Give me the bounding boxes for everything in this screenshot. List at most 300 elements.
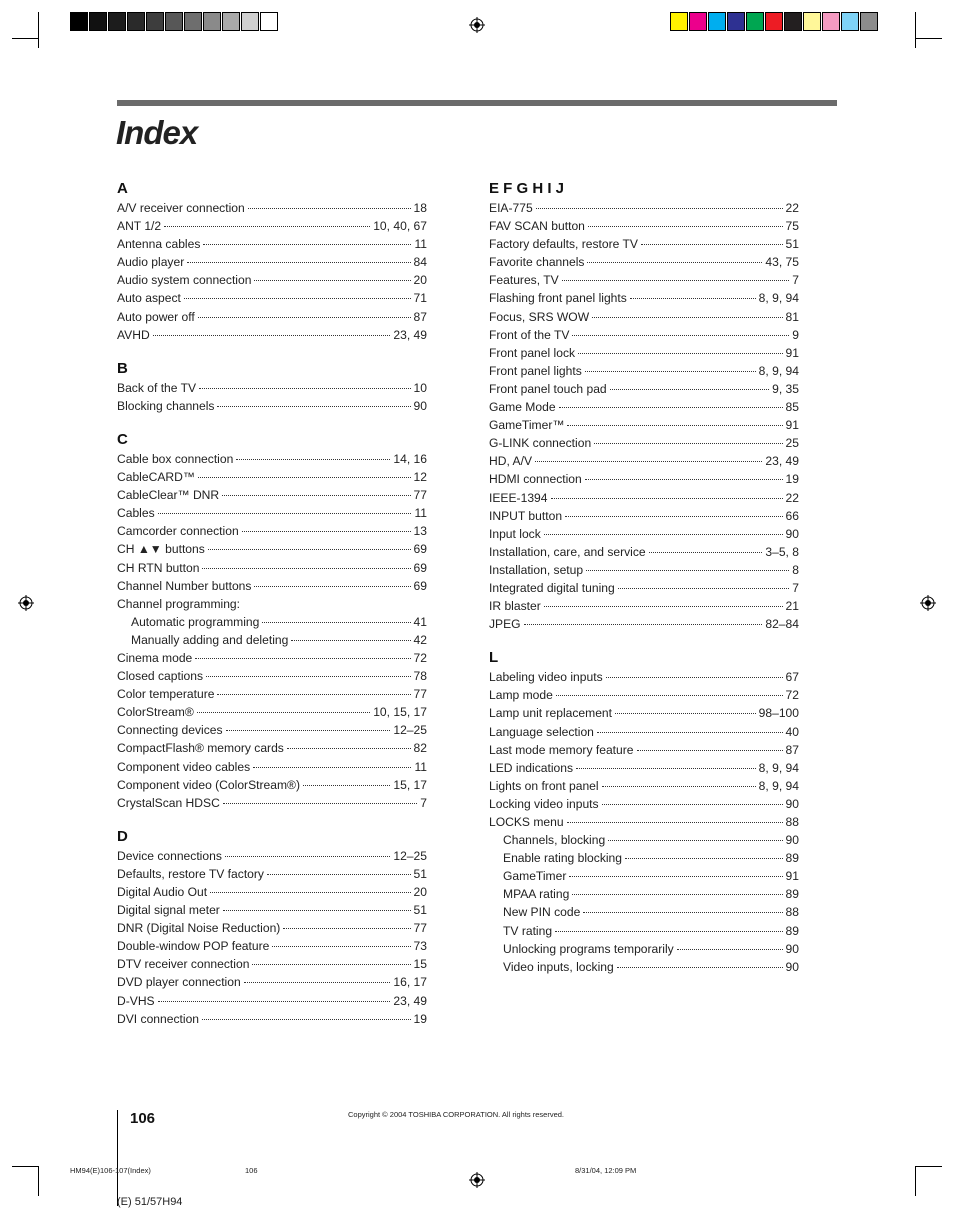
index-entry [117, 901, 427, 919]
index-entry [117, 522, 427, 540]
dot-leader [254, 280, 410, 281]
index-entry-pages: 84 [413, 255, 427, 270]
index-entry-label: Component video (ColorStream®) [117, 777, 301, 792]
index-entry [489, 489, 799, 507]
registration-mark-icon [18, 595, 34, 611]
color-swatch [670, 12, 688, 31]
index-entry [489, 543, 799, 561]
dot-leader [586, 570, 789, 571]
index-entry [117, 504, 427, 522]
index-entry-label: Auto power off [117, 309, 195, 324]
index-entry-label: JPEG [489, 617, 521, 632]
index-entry-pages: 11 [414, 237, 427, 252]
section-letter-heading: C [117, 430, 128, 448]
index-entry-label: Device connections [117, 848, 222, 863]
index-entry-label: Channels, blocking [503, 833, 606, 848]
dot-leader [594, 443, 782, 444]
index-entry-pages: 90 [785, 796, 799, 811]
index-entry [489, 362, 799, 380]
dot-leader [608, 840, 782, 841]
index-entry [489, 470, 799, 488]
index-entry [117, 1010, 427, 1028]
index-entry [489, 525, 799, 543]
index-entry-pages: 15, 17 [393, 777, 427, 792]
dot-leader [199, 388, 410, 389]
index-entry-pages: 82–84 [765, 617, 799, 632]
index-entry-label: Installation, setup [489, 562, 584, 577]
index-entry-pages: 7 [792, 580, 799, 595]
dot-leader [187, 262, 410, 263]
index-entry-pages: 10 [413, 380, 427, 395]
index-entry [117, 955, 427, 973]
dot-leader [225, 856, 390, 857]
index-entry-pages: 69 [413, 542, 427, 557]
index-entry-label: Game Mode [489, 400, 556, 415]
dot-leader [544, 606, 783, 607]
dot-leader [610, 389, 769, 390]
index-entry-pages: 23, 49 [393, 327, 427, 342]
index-entry-pages: 12 [413, 470, 427, 485]
index-entry-pages: 77 [413, 488, 427, 503]
index-entry-pages: 18 [413, 201, 427, 215]
registration-mark-icon [469, 17, 485, 33]
index-entry [489, 903, 799, 921]
dot-leader [615, 713, 756, 714]
crop-mark-tr-h [916, 38, 942, 39]
color-swatch [765, 12, 783, 31]
index-entry-label: TV rating [503, 923, 553, 938]
index-entry-pages: 51 [413, 903, 427, 918]
index-entry-label: A/V receiver connection [117, 201, 245, 215]
index-entry [117, 721, 427, 739]
index-entry [489, 289, 799, 307]
index-entry-label: G-LINK connection [489, 436, 592, 451]
index-entry-pages: 77 [413, 921, 427, 936]
index-entry-pages: 69 [413, 578, 427, 593]
index-entry [489, 561, 799, 579]
index-entry-label: ANT 1/2 [117, 219, 162, 234]
section-letter-heading: A [117, 180, 128, 197]
dot-leader [649, 552, 763, 553]
color-swatch [841, 12, 859, 31]
dot-leader [617, 967, 783, 968]
dot-leader [578, 353, 783, 354]
dot-leader [555, 931, 782, 932]
index-entry [117, 217, 427, 235]
index-entry-pages: 12–25 [393, 848, 427, 863]
index-entry-pages: 13 [413, 524, 427, 539]
index-entry-label: Focus, SRS WOW [489, 309, 590, 324]
index-entry-label: Integrated digital tuning [489, 580, 615, 595]
color-swatch [860, 12, 878, 31]
dot-leader [197, 712, 370, 713]
section-gap [489, 633, 799, 647]
index-entry-label: GameTimer™ [489, 418, 565, 433]
index-entry [117, 559, 427, 577]
crop-mark-tl-h [12, 38, 38, 39]
copyright-notice: Copyright © 2004 TOSHIBA CORPORATION. All rights reserved. [348, 1110, 565, 1119]
index-entry-pages: 12–25 [393, 723, 427, 738]
index-entry [117, 326, 427, 344]
dot-leader [198, 477, 411, 478]
color-swatch [727, 12, 745, 31]
index-entry-label: Connecting devices [117, 723, 223, 738]
dot-leader [223, 803, 417, 804]
dot-leader [202, 1019, 411, 1020]
crop-mark-tr-v [915, 12, 916, 48]
index-entry [489, 777, 799, 795]
index-entry-pages: 8, 9, 94 [758, 778, 799, 793]
index-entry-label: Component video cables [117, 759, 251, 774]
dot-leader [585, 479, 783, 480]
dot-leader [565, 516, 783, 517]
index-entry-label: Locking video inputs [489, 796, 599, 811]
index-entry-pages: 90 [785, 941, 799, 956]
color-swatch [803, 12, 821, 31]
dot-leader [291, 640, 410, 641]
color-swatch [260, 12, 278, 31]
index-entry-label: Defaults, restore TV factory [117, 866, 264, 881]
index-entry-label: Channel Number buttons [117, 578, 252, 593]
dot-leader [242, 531, 411, 532]
dot-leader [576, 768, 756, 769]
index-entry-label: Labeling video inputs [489, 670, 603, 685]
dot-leader [236, 459, 390, 460]
index-entry-label: Front panel lights [489, 363, 582, 378]
index-entry-label: Installation, care, and service [489, 544, 646, 559]
index-entry [489, 308, 799, 326]
section-letter-heading: E F G H I J [489, 180, 565, 197]
dot-leader [222, 495, 410, 496]
index-entry-pages: 19 [413, 1011, 427, 1026]
dot-leader [202, 568, 410, 569]
index-entry-label: D-VHS [117, 993, 155, 1008]
index-entry [489, 615, 799, 633]
index-entry-label: Front panel lock [489, 345, 576, 360]
index-entry-pages: 20 [413, 273, 427, 288]
index-entry [117, 973, 427, 991]
index-entry-pages: 14, 16 [393, 451, 427, 466]
index-entry-pages: 72 [785, 688, 799, 703]
index-entry-label: Input lock [489, 526, 541, 541]
dot-leader [198, 317, 411, 318]
index-entry [117, 253, 427, 271]
index-entry-pages: 25 [785, 436, 799, 451]
process-color-bar [670, 12, 879, 31]
index-entry-pages: 7 [792, 273, 799, 288]
index-entry-label: CH ▲▼ buttons [117, 542, 205, 557]
index-entry-label: Features, TV [489, 273, 559, 288]
index-entry [117, 308, 427, 326]
index-entry [489, 217, 799, 235]
index-entry-pages: 8, 9, 94 [758, 363, 799, 378]
index-entry-pages: 51 [413, 866, 427, 881]
index-entry [489, 704, 799, 722]
index-entry-pages: 3–5, 8 [765, 544, 799, 559]
color-swatch [89, 12, 107, 31]
index-entry [489, 849, 799, 867]
index-entry-pages: 22 [785, 201, 799, 215]
index-entry [117, 613, 427, 631]
index-entry-pages: 78 [413, 669, 427, 684]
section-letter-heading: L [489, 649, 499, 667]
index-entry-label: Blocking channels [117, 398, 215, 413]
index-entry [117, 540, 427, 558]
index-entry [489, 723, 799, 741]
crop-mark-br-v [915, 1166, 916, 1196]
dot-leader [556, 695, 783, 696]
index-entry-label: Digital Audio Out [117, 885, 208, 899]
index-entry-pages: 90 [785, 526, 799, 541]
dot-leader [677, 949, 783, 950]
index-entry-label: Automatic programming [131, 614, 260, 629]
index-entry-pages: 69 [413, 560, 427, 575]
index-entry-pages: 21 [785, 599, 799, 614]
index-entry-pages: 88 [785, 905, 799, 920]
index-entry-pages: 43, 75 [765, 255, 799, 270]
index-entry-label: LOCKS menu [489, 815, 564, 829]
color-swatch [165, 12, 183, 31]
index-entry [117, 631, 427, 649]
index-entry [117, 397, 427, 415]
color-swatch [222, 12, 240, 31]
dot-leader [248, 208, 411, 209]
index-entry-label: CableCARD™ [117, 470, 195, 485]
index-entry-label: Lights on front panel [489, 778, 599, 793]
index-entry-label: Audio system connection [117, 273, 252, 288]
index-entry [489, 759, 799, 777]
dot-leader [602, 804, 783, 805]
color-swatch [708, 12, 726, 31]
index-entry [489, 922, 799, 940]
index-entry-pages: 66 [785, 508, 799, 523]
index-entry-pages: 9 [792, 327, 799, 342]
index-entry-pages: 8 [792, 562, 799, 577]
index-entry-label: Cables [117, 506, 155, 521]
dot-leader [597, 732, 783, 733]
index-entry [117, 271, 427, 289]
color-swatch [203, 12, 221, 31]
index-entry [489, 271, 799, 289]
index-entry-pages: 90 [785, 959, 799, 974]
color-swatch [241, 12, 259, 31]
index-entry [117, 883, 427, 901]
dot-leader [210, 892, 410, 893]
index-entry-pages: 90 [785, 833, 799, 848]
color-swatch [822, 12, 840, 31]
grayscale-color-bar [70, 12, 279, 31]
color-swatch [108, 12, 126, 31]
dot-leader [226, 730, 391, 731]
index-entry [117, 794, 427, 812]
index-entry-label: IR blaster [489, 599, 541, 614]
index-entry-label: Favorite channels [489, 255, 585, 270]
dot-leader [283, 928, 410, 929]
index-entry [117, 486, 427, 504]
section-gap [117, 812, 427, 826]
index-entry-pages: 91 [785, 418, 799, 433]
index-entry-label: Front of the TV [489, 327, 570, 342]
header-rule [117, 100, 837, 106]
index-entry-pages: 8, 9, 94 [758, 291, 799, 306]
index-entry-pages: 89 [785, 851, 799, 866]
index-entry-label: Audio player [117, 255, 185, 270]
index-entry [489, 199, 799, 217]
index-entry-pages: 82 [413, 741, 427, 756]
index-entry-label: Back of the TV [117, 380, 197, 395]
index-entry-pages: 98–100 [758, 706, 799, 721]
index-entry-label: Language selection [489, 724, 594, 739]
index-entry-label: CableClear™ DNR [117, 488, 220, 503]
index-entry-label: Video inputs, locking [503, 959, 614, 974]
index-entry-label: New PIN code [503, 905, 581, 920]
index-entry [489, 416, 799, 434]
dot-leader [287, 748, 411, 749]
index-entry-pages: 77 [413, 687, 427, 702]
index-entry [117, 595, 427, 613]
index-entry [489, 795, 799, 813]
crop-mark-tl-v [38, 12, 39, 48]
index-entry [117, 937, 427, 955]
index-entry-label: EIA-775 [489, 201, 533, 215]
index-entry [117, 289, 427, 307]
dot-leader [569, 876, 782, 877]
index-entry [117, 577, 427, 595]
index-entry [489, 940, 799, 958]
index-entry [489, 958, 799, 976]
color-swatch [70, 12, 88, 31]
index-entry-label: DTV receiver connection [117, 957, 250, 972]
section-gap [117, 415, 427, 429]
index-entry-pages: 20 [413, 885, 427, 899]
index-entry-label: Closed captions [117, 669, 204, 684]
color-swatch [184, 12, 202, 31]
color-swatch [689, 12, 707, 31]
index-entry-pages: 41 [413, 614, 427, 629]
dot-leader [588, 226, 783, 227]
index-entry-pages: 90 [413, 398, 427, 413]
index-entry-label: Auto aspect [117, 291, 181, 306]
index-entry [489, 741, 799, 759]
dot-leader [585, 371, 756, 372]
index-entry-pages: 40 [785, 724, 799, 739]
index-entry [117, 847, 427, 865]
index-entry-label: Front panel touch pad [489, 381, 607, 396]
index-entry [117, 685, 427, 703]
dot-leader [206, 676, 410, 677]
index-entry-pages: 91 [785, 869, 799, 884]
index-entry [117, 703, 427, 721]
slug-timestamp: 8/31/04, 12:09 PM [575, 1166, 637, 1175]
model-number: (E) 51/57H94 [117, 1196, 183, 1208]
dot-leader [625, 858, 783, 859]
index-entry-label: DVI connection [117, 1011, 200, 1026]
index-entry-label: AVHD [117, 327, 150, 342]
color-swatch [784, 12, 802, 31]
index-entry [489, 597, 799, 615]
index-entry [489, 831, 799, 849]
index-entry [489, 434, 799, 452]
slug-page: 106 [245, 1166, 258, 1175]
crop-mark-bl-h [12, 1166, 38, 1167]
slug-filename: HM94(E)106-107(Index) [70, 1166, 151, 1175]
index-entry [117, 649, 427, 667]
index-entry-label: CompactFlash® memory cards [117, 741, 284, 756]
dot-leader [303, 785, 390, 786]
index-entry-pages: 15 [413, 957, 427, 972]
section-letter-heading: D [117, 827, 128, 845]
index-entry-label: Cinema mode [117, 650, 193, 665]
index-entry-label: GameTimer [503, 869, 567, 884]
color-swatch [746, 12, 764, 31]
index-entry [489, 867, 799, 885]
dot-leader [153, 335, 391, 336]
index-entry-pages: 89 [785, 887, 799, 902]
dot-leader [637, 750, 783, 751]
index-entry [117, 865, 427, 883]
index-entry-label: Lamp mode [489, 688, 553, 703]
index-entry-pages: 23, 49 [765, 454, 799, 469]
index-entry-label: Digital signal meter [117, 903, 220, 918]
index-entry-pages: 91 [785, 345, 799, 360]
index-entry [489, 813, 799, 831]
dot-leader [618, 588, 790, 589]
index-entry [117, 992, 427, 1010]
dot-leader [572, 335, 789, 336]
color-swatch [127, 12, 145, 31]
index-entry-label: Last mode memory feature [489, 742, 634, 757]
dot-leader [252, 964, 410, 965]
dot-leader [272, 946, 410, 947]
index-entry-label: CH RTN button [117, 560, 200, 575]
index-entry-label: Enable rating blocking [503, 851, 623, 866]
dot-leader [583, 912, 782, 913]
margin-rule [117, 1110, 118, 1206]
dot-leader [641, 244, 783, 245]
index-entry-pages: 71 [413, 291, 427, 306]
index-entry-pages: 10, 40, 67 [373, 219, 427, 234]
color-swatch [146, 12, 164, 31]
dot-leader [559, 407, 783, 408]
index-entry-pages: 67 [785, 670, 799, 685]
index-entry [489, 507, 799, 525]
index-entry-pages: 11 [414, 506, 427, 521]
index-entry-label: INPUT button [489, 508, 563, 523]
index-entry-label: DNR (Digital Noise Reduction) [117, 921, 281, 936]
index-entry-pages: 8, 9, 94 [758, 760, 799, 775]
index-entry-pages: 42 [413, 632, 427, 647]
index-entry-pages: 72 [413, 650, 427, 665]
registration-mark-icon [920, 595, 936, 611]
index-column-left [117, 178, 427, 1028]
index-entry-label: Color temperature [117, 687, 215, 702]
dot-leader [262, 622, 410, 623]
dot-leader [203, 244, 411, 245]
dot-leader [164, 226, 370, 227]
dot-leader [606, 677, 783, 678]
index-entry [117, 739, 427, 757]
dot-leader [217, 406, 410, 407]
index-entry-label: Camcorder connection [117, 524, 239, 539]
registration-mark-icon [469, 1172, 485, 1188]
dot-leader [592, 317, 782, 318]
dot-leader [158, 513, 412, 514]
dot-leader [208, 549, 411, 550]
index-entry-pages: 23, 49 [393, 993, 427, 1008]
dot-leader [544, 534, 783, 535]
dot-leader [158, 1001, 391, 1002]
index-column-right [489, 178, 799, 976]
